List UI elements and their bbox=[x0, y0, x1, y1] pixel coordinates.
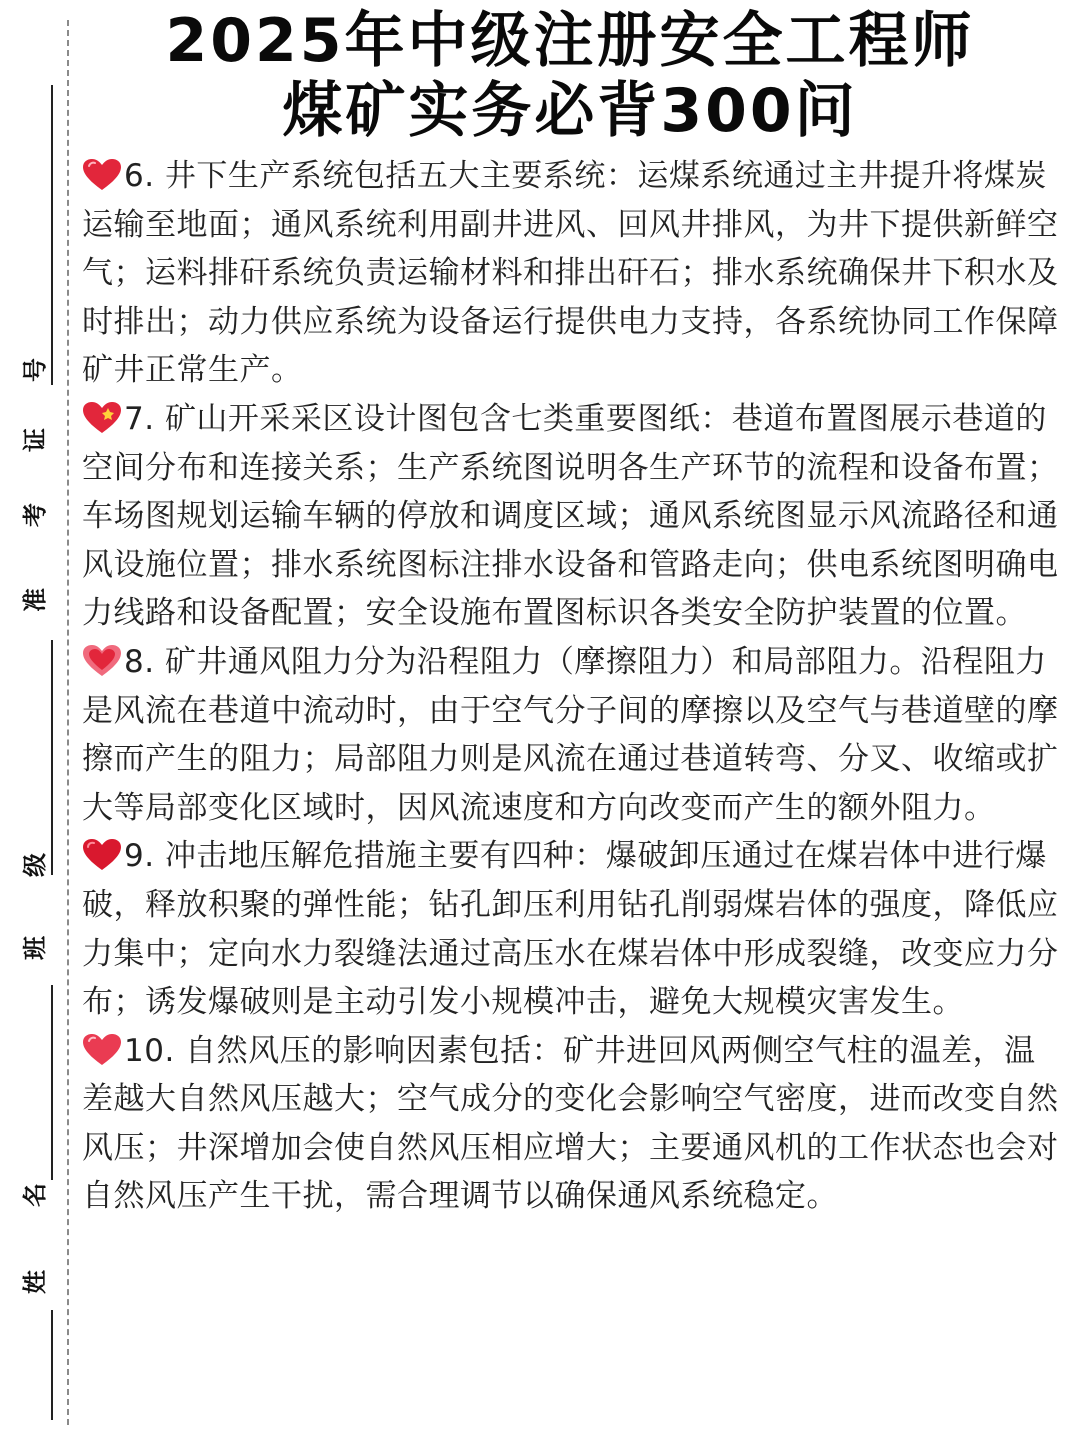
binding-char-ming: 名 bbox=[20, 1183, 49, 1207]
qa-text: 自然风压的影响因素包括：矿井进回风两侧空气柱的温差，温差越大自然风压越大；空气成分的变化会影响空气密度，进而改变自然风压；井深增加会使自然风压相应增大；主要通风机的工作状态也会对自然风压产生干扰，需合理调节以确保通风系统稳定。 bbox=[82, 1032, 1059, 1215]
qa-text: 矿山开采采区设计图包含七类重要图纸：巷道布置图展示巷道的空间分布和连接关系；生产系统图说明各生产环节的流程和设备布置；车场图规划运输车辆的停放和调度区域；通风系统图显示风流路径和通风设施位置；排水系统图标注排水设备和管路走向；供电系统图明确电力线路和设备配置；安全设施布置图标识各类安全防护装置的位置。 bbox=[82, 400, 1059, 632]
qa-number: 8. bbox=[124, 643, 155, 680]
binding-char-ban: 班 bbox=[20, 936, 49, 960]
heart-icon bbox=[82, 838, 122, 872]
binding-char-zhun: 准 bbox=[20, 588, 49, 612]
binding-field-line-3 bbox=[51, 985, 53, 1180]
qa-item-7 bbox=[82, 395, 1067, 638]
qa-number: 10. bbox=[124, 1032, 175, 1069]
title-line-2: 煤矿实务必背300问 bbox=[282, 76, 858, 146]
qa-item-6 bbox=[82, 152, 1067, 395]
qa-text: 井下生产系统包括五大主要系统：运煤系统通过主井提升将煤炭运输至地面；通风系统利用副井进风、回风井排风，为井下提供新鲜空气；运料排矸系统负责运输材料和排出矸石；排水系统确保井下积水及时排出；动力供应系统为设备运行提供电力支持，各系统协同工作保障矿井正常生产。 bbox=[82, 158, 1059, 389]
qa-number: 7. bbox=[124, 400, 155, 437]
heart-icon bbox=[82, 158, 122, 192]
heart-icon bbox=[82, 401, 122, 435]
heart-icon bbox=[82, 1033, 122, 1067]
qa-item-10 bbox=[82, 1027, 1067, 1221]
heart-icon bbox=[82, 644, 122, 678]
qa-list bbox=[82, 152, 1067, 1221]
binding-char-xing: 姓 bbox=[20, 1270, 49, 1294]
qa-text: 冲击地压解危措施主要有四种：爆破卸压通过在煤岩体中进行爆破，释放积聚的弹性能；钻孔卸压利用钻孔削弱煤岩体的强度，降低应力集中；定向水力裂缝法通过高压水在煤岩体中形成裂缝，改变应力分布；诱发爆破则是主动引发小规模冲击，避免大规模灾害发生。 bbox=[82, 838, 1059, 1021]
binding-char-hao: 号 bbox=[20, 358, 49, 382]
binding-field-line-2 bbox=[51, 640, 53, 875]
qa-text: 矿井通风阻力分为沿程阻力（摩擦阻力）和局部阻力。沿程阻力是风流在巷道中流动时，由于空气分子间的摩擦以及空气与巷道壁的摩擦而产生的阻力；局部阻力则是风流在通过巷道转弯、分叉、收缩或扩大等局部变化区域时，因风流速度和方向改变而产生的额外阻力。 bbox=[82, 643, 1059, 826]
binding-field-line-1 bbox=[51, 85, 53, 385]
qa-item-9 bbox=[82, 832, 1067, 1026]
qa-number: 9. bbox=[124, 838, 155, 875]
title-line-1: 2025年中级注册安全工程师 bbox=[165, 6, 975, 76]
qa-item-8 bbox=[82, 638, 1067, 832]
binding-dashed-line bbox=[67, 20, 69, 1425]
qa-number: 6. bbox=[124, 158, 155, 194]
binding-char-kao: 考 bbox=[20, 503, 49, 527]
binding-field-line-4 bbox=[51, 1310, 53, 1420]
binding-char-zheng: 证 bbox=[20, 428, 49, 452]
page-title bbox=[80, 6, 1060, 146]
binding-char-ji: 级 bbox=[20, 853, 49, 877]
